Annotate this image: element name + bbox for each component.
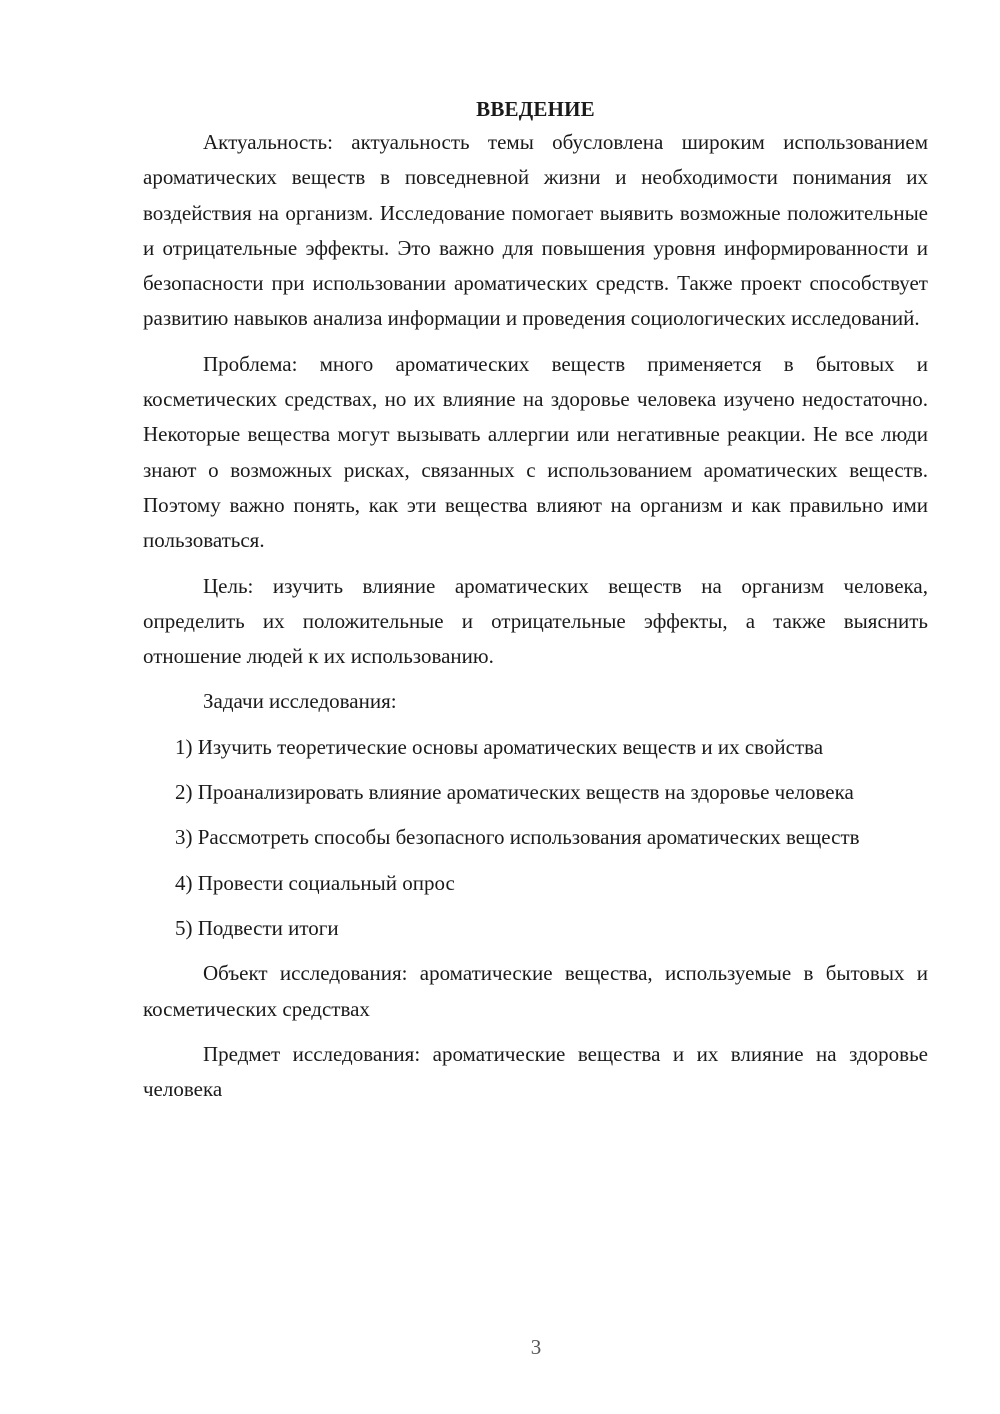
page-number: 3 [530,1335,542,1359]
task-item: 1) Изучить теоретические основы ароматических веществ и их свойства [175,734,824,759]
task-item: 5) Подвести итоги [175,915,339,940]
task-item: 2) Проанализировать влияние ароматических веществ на здоровье человека [175,780,854,805]
task-item: 4) Провести социальный опрос [175,870,455,895]
task-item: 3) Рассмотреть способы безопасного использования ароматических веществ [175,825,860,850]
section-title: ВВЕДЕНИЕ [476,97,595,121]
research-subject-paragraph: Предмет исследования: ароматические вещества и их влияние на здоровье человека [143,1041,928,1102]
tasks-heading: Задачи исследования: [203,689,397,714]
goal-paragraph: Цель: изучить влияние ароматических веществ на организм человека, определить их положительные и отрицательные эффекты, а также выяснить отношение людей к их использованию. [143,573,928,669]
research-object-paragraph: Объект исследования: ароматические вещества, используемые в бытовых и косметических средствах [143,961,928,1021]
document-page [143,94,928,1117]
relevance-paragraph: Актуальность: актуальность темы обусловлена широким использованием ароматических веществ в повседневной жизни и необходимости понимания их воздействия на организм. Исследование помогает выявить возможные положительные и отрицательные эффекты. Это важно для повышения уровня информированности и безопасности при использовании ароматических средств. Также проект способствует развитию навыков анализа информации и проведения социологических исследований. [143,130,928,331]
problem-paragraph: Проблема: много ароматических веществ применяется в бытовых и косметических средствах, но их влияние на здоровье человека изучено недостаточно. Некоторые вещества могут вызывать аллергии или негативные реакции. Не все люди знают о возможных рисках, связанных с использованием ароматических веществ. Поэтому важно понять, как эти вещества влияют на организм и как правильно ими пользоваться. [143,351,928,553]
